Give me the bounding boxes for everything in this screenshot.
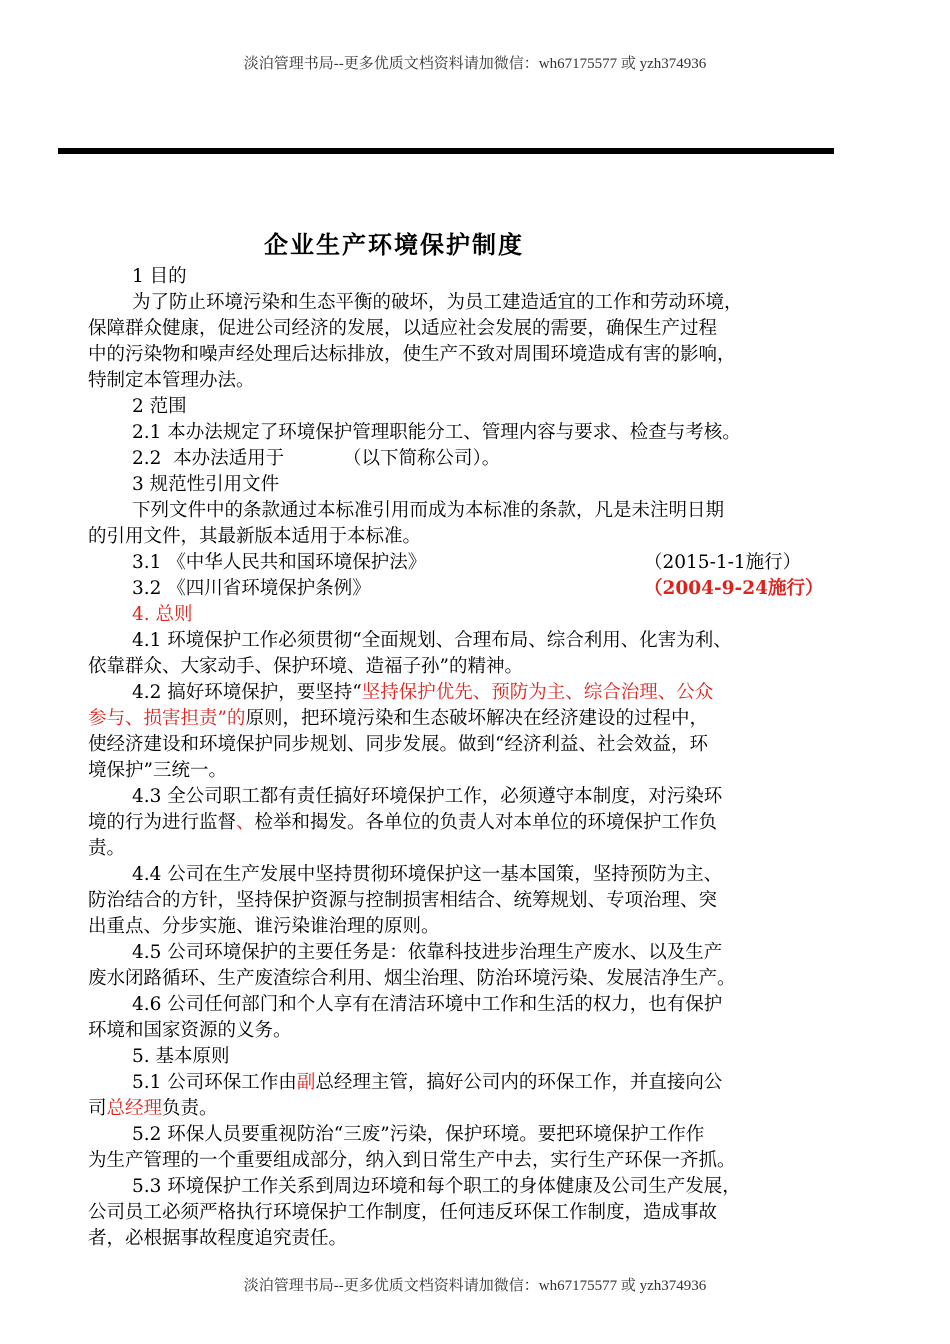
clause-line (88, 706, 878, 732)
highlight-text: 坚持保护优先、预防为主、综合治理、公众 (361, 682, 714, 703)
clause-line: 废水闭路循环、生产废渣综合利用、烟尘治理、防治环境污染、发展洁净生产。 (88, 968, 736, 989)
clause-line: 公司员工必须严格执行环境保护工作制度，任何违反环保工作制度，造成事故 (88, 1202, 718, 1223)
text-run: 总经理主管，搞好公司内的环保工作，并直接向公 (315, 1072, 723, 1093)
clause-line (88, 680, 878, 706)
reference-row (88, 576, 878, 602)
text-run: 原则，把环境污染和生态破坏解决在经济建设的过程中， (245, 708, 708, 729)
reference-row (88, 550, 878, 576)
text-run: 4.2 搞好环境保护，要坚持“ (132, 682, 362, 703)
clause-line: 4.4 公司在生产发展中坚持贯彻环境保护这一基本国策，坚持预防为主、 (132, 864, 723, 885)
section-heading: 3 规范性引用文件 (132, 474, 280, 495)
reference-date: （2004-9-24施行） (644, 578, 824, 599)
document-body (88, 264, 878, 1252)
paragraph-line: 保障群众健康，促进公司经济的发展，以适应社会发展的需要，确保生产过程 (88, 318, 718, 339)
clause-line: 依靠群众、大家动手、保护环境、造福子孙”的精神。 (88, 656, 523, 677)
section-heading: 5. 基本原则 (132, 1046, 230, 1067)
clause-line (88, 1096, 878, 1122)
text-run: 司 (88, 1098, 107, 1119)
clause-line: 使经济建设和环境保护同步规划、同步发展。做到“经济利益、社会效益，环 (88, 734, 708, 755)
clause-line: 4.3 全公司职工都有责任搞好环境保护工作，必须遵守本制度，对污染环 (132, 786, 723, 807)
paragraph-line: 下列文件中的条款通过本标准引用而成为本标准的条款，凡是未注明日期 (132, 500, 725, 521)
text-run: 负责。 (162, 1098, 218, 1119)
paragraph-line: 为了防止环境污染和生态平衡的破坏，为员工建造适宜的工作和劳动环境， (132, 292, 743, 313)
clause-line: 5.2 环保人员要重视防治“三废”污染，保护环境。要把环境保护工作作 (132, 1124, 705, 1145)
clause-line: 为生产管理的一个重要组成部分，纳入到日常生产中去，实行生产环保一齐抓。 (88, 1150, 736, 1171)
clause-line: 2.1 本办法规定了环境保护管理职能分工、管理内容与要求、检查与考核。 (132, 422, 741, 443)
clause-line: 4.6 公司任何部门和个人享有在清洁环境中工作和生活的权力，也有保护 (132, 994, 723, 1015)
highlight-text: 总经理 (106, 1098, 163, 1119)
clause-line (88, 810, 878, 836)
clause-line: 者，必根据事故程度追究责任。 (88, 1228, 348, 1249)
text-run: 5.1 公司环保工作由 (132, 1072, 297, 1093)
clause-line: 境保护”三统一。 (88, 760, 227, 781)
clause-line: 5.3 环境保护工作关系到周边环境和每个职工的身体健康及公司生产发展， (132, 1176, 741, 1197)
highlight-text: 参与、损害担责”的 (88, 708, 246, 729)
section-heading: 4. 总则 (132, 604, 193, 625)
paragraph-line: 特制定本管理办法。 (88, 370, 255, 391)
section-heading: 1 目的 (132, 266, 187, 287)
paragraph-line: 中的污染物和噪声经处理后达标排放，使生产不致对周围环境造成有害的影响， (88, 344, 736, 365)
clause-line: 2.2 本办法适用于 （以下简称公司）。 (132, 448, 501, 469)
page-header-watermark: 淡泊管理书局--更多优质文档资料请加微信：wh67175577 或 yzh374936 (243, 56, 707, 72)
clause-line: 4.5 公司环境保护的主要任务是：依靠科技进步治理生产废水、以及生产 (132, 942, 723, 963)
clause-line (88, 1070, 878, 1096)
clause-line: 责。 (88, 838, 126, 859)
clause-line: 4.1 环境保护工作必须贯彻“全面规划、合理布局、综合利用、化害为利、 (132, 630, 732, 651)
highlight-text: 副 (296, 1072, 316, 1093)
header-divider (58, 148, 834, 154)
section-heading: 2 范围 (132, 396, 187, 417)
highlight-text: 、 (236, 812, 255, 833)
clause-line: 出重点、分步实施、谁污染谁治理的原则。 (88, 916, 440, 937)
clause-line: 防治结合的方针，坚持保护资源与控制损害相结合、统筹规划、专项治理、突 (88, 890, 718, 911)
reference-date: （2015-1-1施行） (644, 552, 802, 573)
reference-name: 3.1 《中华人民共和国环境保护法》 (132, 552, 427, 573)
text-run: 境的行为进行监督 (88, 812, 237, 833)
text-run: 检举和揭发。各单位的负责人对本单位的环境保护工作负 (254, 812, 718, 833)
reference-name: 3.2 《四川省环境保护条例》 (132, 578, 371, 599)
paragraph-line: 的引用文件，其最新版本适用于本标准。 (88, 526, 422, 547)
document-title: 企业生产环境保护制度 (264, 231, 524, 259)
page-footer-watermark: 淡泊管理书局--更多优质文档资料请加微信：wh67175577 或 yzh374936 (243, 1278, 707, 1294)
clause-line: 环境和国家资源的义务。 (88, 1020, 292, 1041)
